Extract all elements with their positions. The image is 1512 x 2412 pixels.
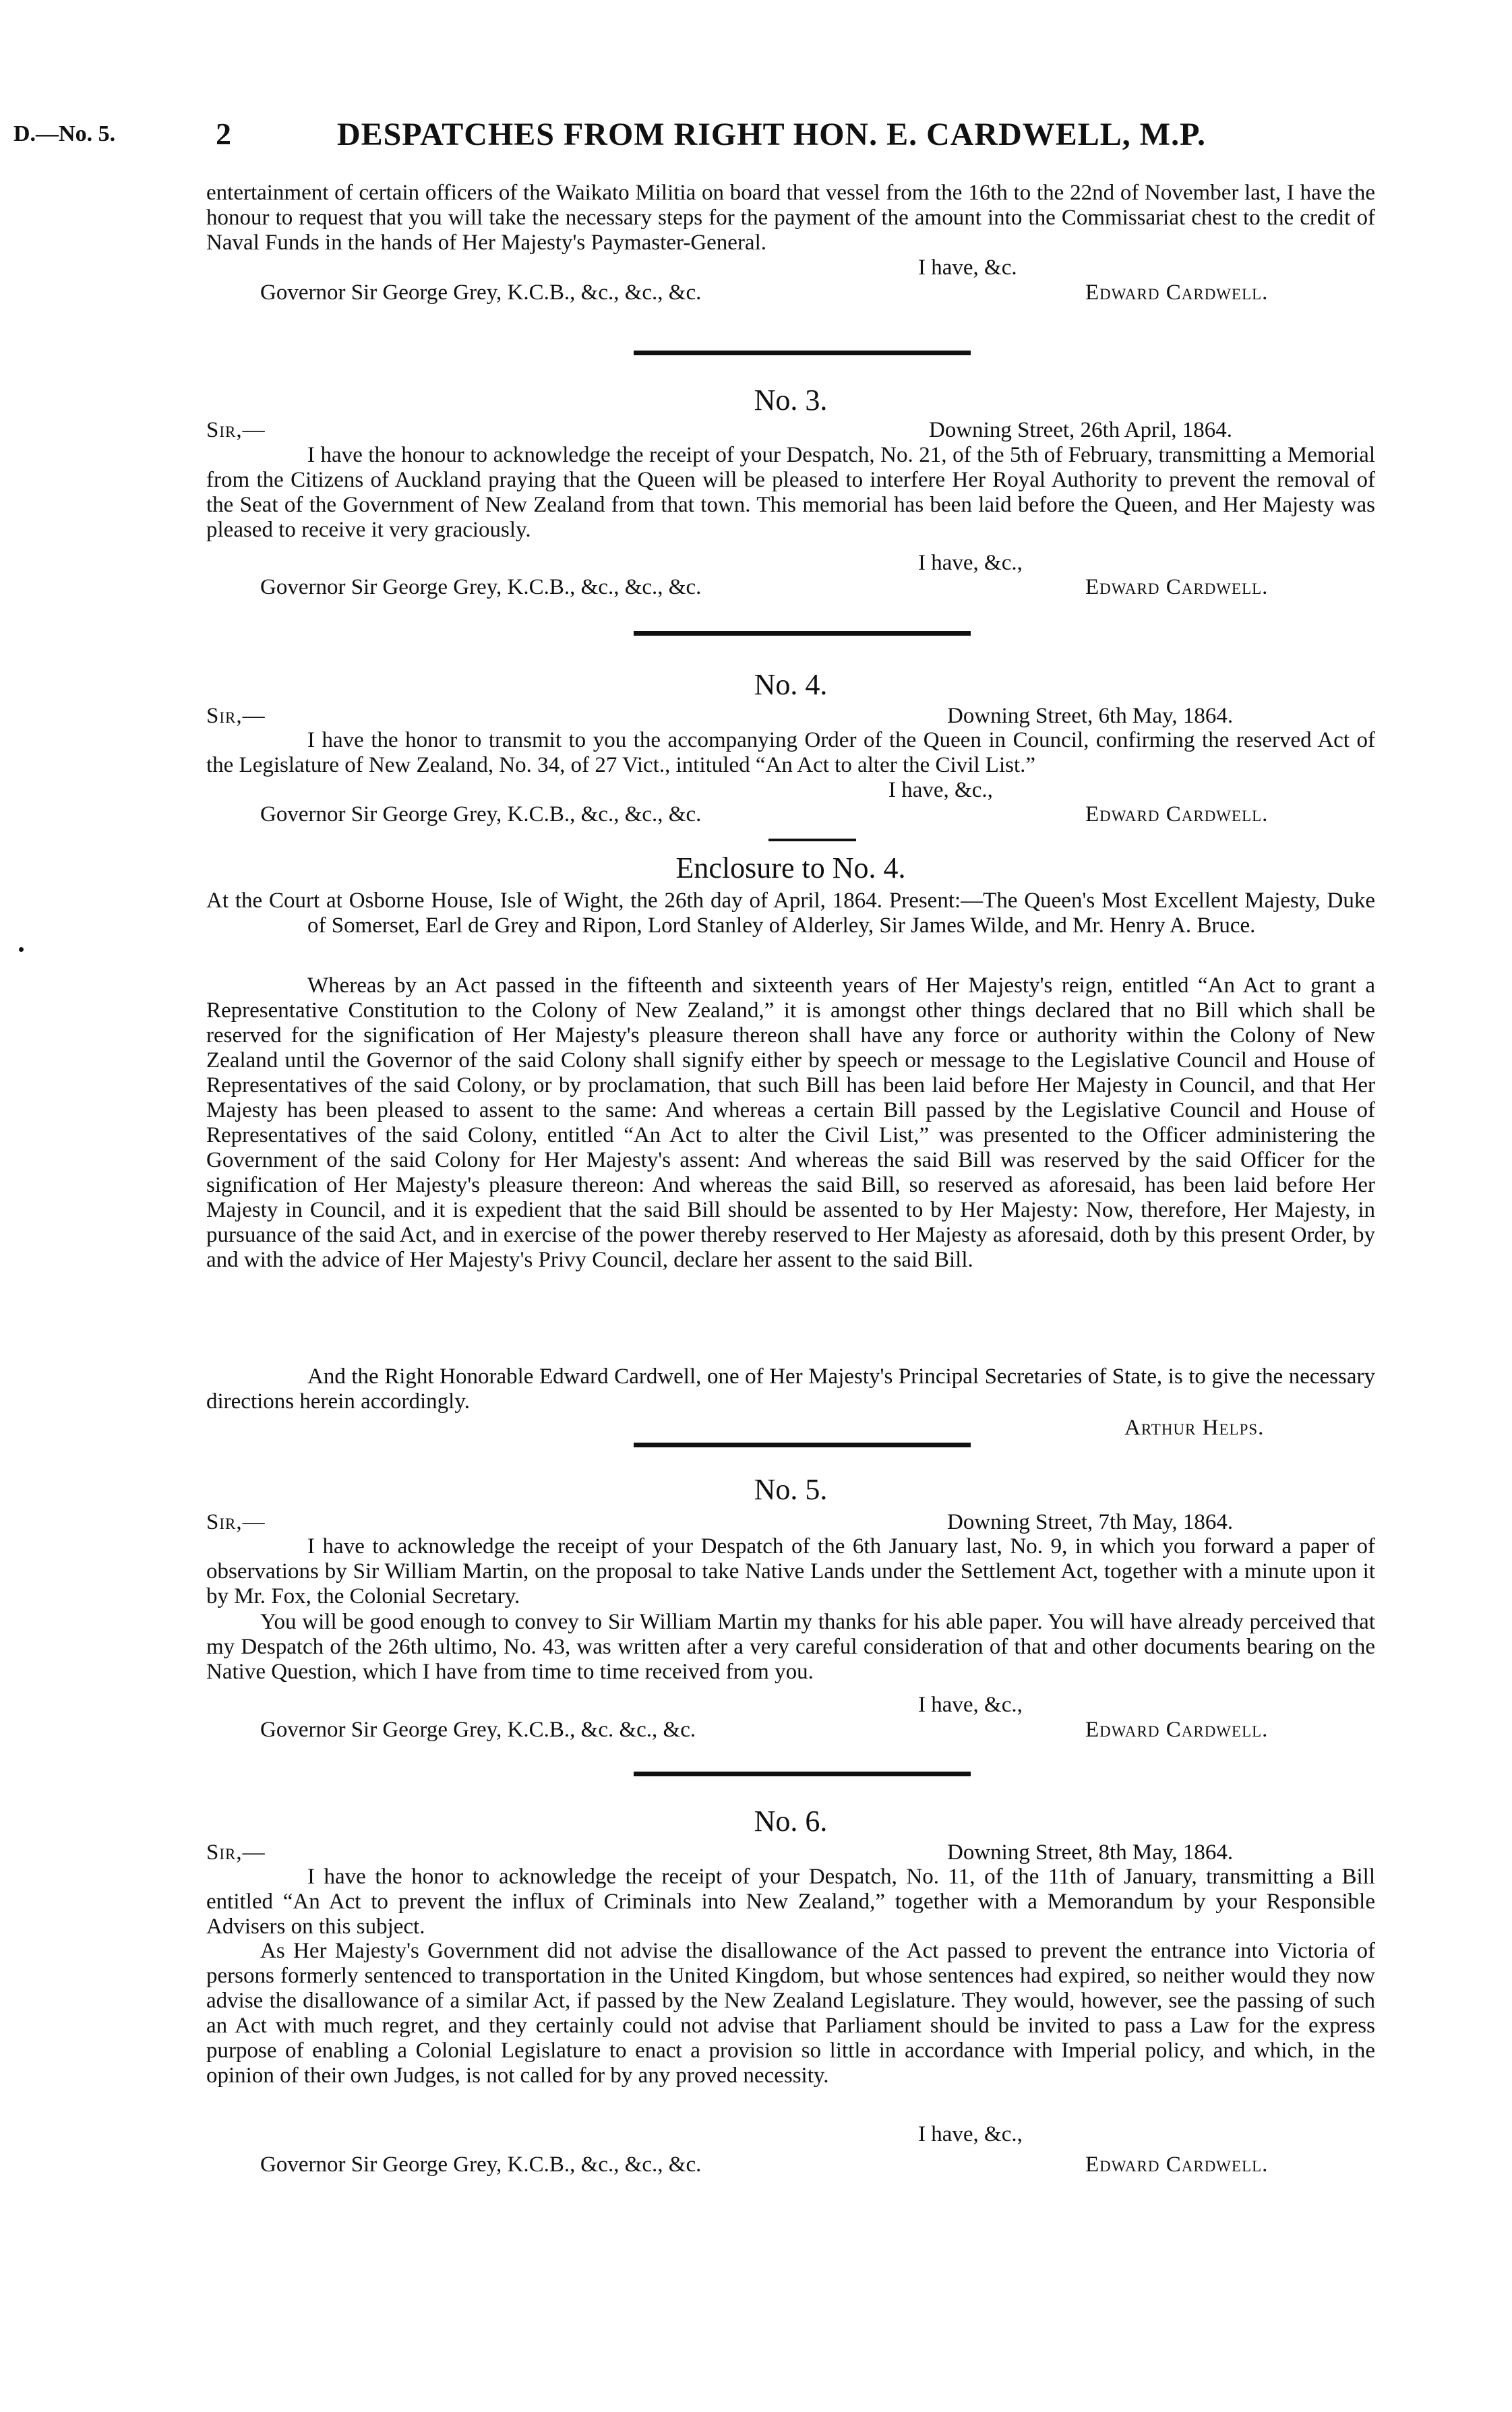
section-divider <box>634 631 971 636</box>
no3-place-date: Downing Street, 26th April, 1864. <box>929 418 1233 442</box>
no5-heading: No. 5. <box>754 1473 828 1506</box>
no5-addressee: Governor Sir George Grey, K.C.B., &c. &c., &c. <box>260 1718 696 1742</box>
no5-signature: Edward Cardwell. <box>1085 1718 1269 1742</box>
no4-heading: No. 4. <box>754 668 828 701</box>
no4-signature: Edward Cardwell. <box>1085 802 1269 826</box>
page-title: DESPATCHES FROM RIGHT HON. E. CARDWELL, M.P. <box>337 117 1207 152</box>
section-divider <box>634 1772 971 1776</box>
enclosure-court: At the Court at Osborne House, Isle of Wight, the 26th day of April, 1864. Present:—The Queen's Most Excellent Majesty, Duke of Somerset, Earl de Grey and Ripon, Lord Stanley of Alderley, Sir James Wilde, and Mr. Henry A. Bruce. <box>206 888 1375 938</box>
no6-place-date: Downing Street, 8th May, 1864. <box>947 1840 1234 1865</box>
no6-signature: Edward Cardwell. <box>1085 2152 1269 2177</box>
no3-closing: I have, &c., <box>918 551 1023 575</box>
enclosure-body-2: And the Right Honorable Edward Cardwell, one of Her Majesty's Principal Secretaries of State, is to give the necessary directions herein accordingly. <box>206 1364 1375 1414</box>
intro-signature: Edward Cardwell. <box>1085 280 1269 305</box>
no4-closing: I have, &c., <box>888 778 993 802</box>
no6-salutation: Sir,— <box>206 1840 266 1865</box>
no6-addressee: Governor Sir George Grey, K.C.B., &c., &c., &c. <box>260 2152 702 2177</box>
no4-body: I have the honor to transmit to you the accompanying Order of the Queen in Council, confirming the reserved Act of the Legislature of New Zealand, No. 34, of 27 Vict., intituled “An Act to alter the Civil List.” <box>206 728 1375 777</box>
intro-closing: I have, &c. <box>918 255 1017 280</box>
enclosure-body: Whereas by an Act passed in the fifteenth and sixteenth years of Her Majesty's reign, entitled “An Act to grant a Representative Constitution to the Colony of New Zealand,” it is amongst other things declared that no Bill which shall be reserved for the signification of Her Majesty's pleasure thereon shall have any force or authority within the Colony of New Zealand until the Governor of the said Colony shall signify either by speech or message to the Legislative Council and House of Representatives of the said Colony, or by proclamation, that such Bill has been laid before Her Majesty in Council, and that Her Majesty has been pleased to assent to the same: And whereas a certain Bill passed by the Legislative Council and House of Representatives of the said Colony, entitled “An Act to alter the Civil List,” was presented to the Officer administering the Government of the said Colony for Her Majesty's assent: And whereas the said Bill was reserved by the said Officer for the signification of Her Majesty's pleasure thereon: And whereas the said Bill, so reserved as aforesaid, has been laid before Her Majesty in Council, and it is expedient that the said Bill should be assented to by Her Majesty: Now, therefore, Her Majesty, in pursuance of the said Act, and in exercise of the power thereby reserved to Her Majesty as aforesaid, doth by this present Order, by and with the advice of Her Majesty's Privy Council, declare her assent to the said Bill. <box>206 973 1375 1272</box>
no3-salutation: Sir,— <box>206 418 266 442</box>
no6-heading: No. 6. <box>754 1805 828 1838</box>
no4-addressee: Governor Sir George Grey, K.C.B., &c., &c., &c. <box>260 802 702 826</box>
no6-body: I have the honor to acknowledge the receipt of your Despatch, No. 11, of the 11th of January, transmitting a Bill entitled “An Act to prevent the influx of Criminals into New Zealand,” together with a Memorandum by your Responsible Advisers on this subject. <box>206 1865 1375 1939</box>
enclosure-signature: Arthur Helps. <box>1124 1416 1265 1440</box>
series-label: D.—No. 5. <box>13 121 116 146</box>
page-number: 2 <box>216 117 231 151</box>
margin-mark <box>19 947 24 952</box>
section-divider <box>634 351 971 355</box>
no4-place-date: Downing Street, 6th May, 1864. <box>947 704 1234 728</box>
no6-body-2: As Her Majesty's Government did not advise the disallowance of the Act passed to prevent the entrance into Victoria of persons formerly sentenced to transportation in the United Kingdom, but whose sentences had expired, so neither would they now advise the disallowance of a similar Act, if passed by the New Zealand Legislature. They would, however, see the passing of such an Act with much regret, and they certainly could not advise that Parliament should be invited to pass a Law for the express purpose of enabling a Colonial Legislature to enact a provision so little in accordance with Imperial policy, and which, in the opinion of their own Judges, is not called for by any proved necessity. <box>206 1939 1375 2088</box>
intro-addressee: Governor Sir George Grey, K.C.B., &c., &c., &c. <box>260 280 702 305</box>
no6-closing: I have, &c., <box>918 2122 1023 2146</box>
no4-salutation: Sir,— <box>206 704 266 728</box>
no5-closing: I have, &c., <box>918 1693 1023 1717</box>
section-divider <box>634 1443 971 1447</box>
enclosure-heading: Enclosure to No. 4. <box>675 851 906 884</box>
short-divider <box>768 839 856 841</box>
page-header <box>13 116 1402 163</box>
no5-place-date: Downing Street, 7th May, 1864. <box>947 1510 1234 1534</box>
no5-body: I have to acknowledge the receipt of your Despatch of the 6th January last, No. 9, in which you forward a paper of observations by Sir William Martin, on the proposal to take Native Lands under the Settlement Act, together with a minute upon it by Mr. Fox, the Colonial Secretary. <box>206 1534 1375 1608</box>
no3-heading: No. 3. <box>754 384 828 417</box>
no3-addressee: Governor Sir George Grey, K.C.B., &c., &c., &c. <box>260 575 702 599</box>
no3-body: I have the honour to acknowledge the receipt of your Despatch, No. 21, of the 5th of February, transmitting a Memorial from the Citizens of Auckland praying that the Queen will be pleased to interfere Her Royal Authority to prevent the removal of the Seat of the Government of New Zealand from that town. This memorial has been laid before the Queen, and Her Majesty was pleased to receive it very graciously. <box>206 443 1375 542</box>
no5-body-2: You will be good enough to convey to Sir William Martin my thanks for his able paper. You will have already perceived that my Despatch of the 26th ultimo, No. 43, was written after a very careful consideration of that and other documents bearing on the Native Question, which I have from time to time received from you. <box>206 1610 1375 1684</box>
no3-signature: Edward Cardwell. <box>1085 575 1269 599</box>
no5-salutation: Sir,— <box>206 1510 266 1534</box>
intro-paragraph: entertainment of certain officers of the Waikato Militia on board that vessel from the 16th to the 22nd of November last, I have the honour to request that you will take the necessary steps for the payment of the amount into the Commissariat chest to the credit of Naval Funds in the hands of Her Majesty's Paymaster-General. <box>206 181 1375 255</box>
